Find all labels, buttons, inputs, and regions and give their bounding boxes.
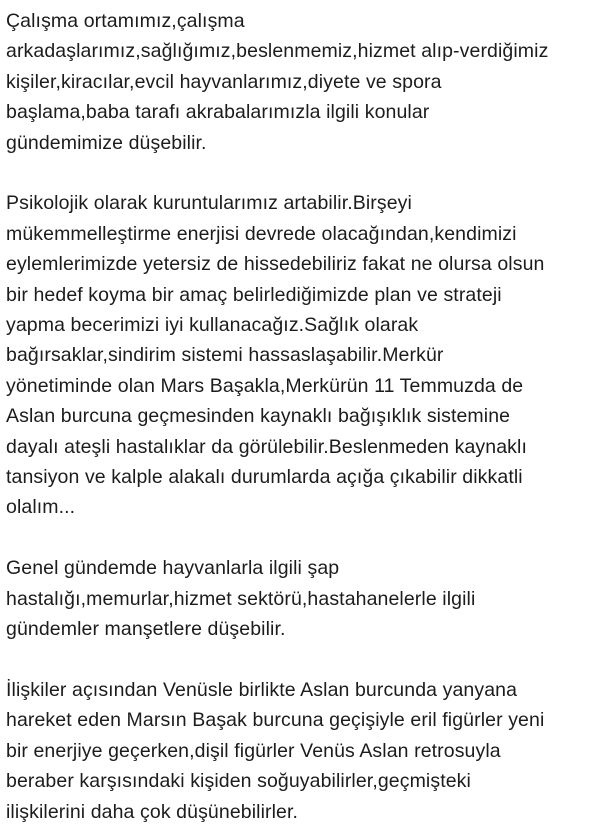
paragraph-relationships xyxy=(6,675,592,827)
text-line: Aslan burcuna geçmesinden kaynaklı bağışıklık sistemine xyxy=(6,405,511,428)
text-line: dayalı ateşli hastalıklar da görülebilir.Beslenmeden kaynaklı xyxy=(6,435,527,458)
text-line: hastalığı,memurlar,hizmet sektörü,hastahanelerle ilgili xyxy=(6,587,476,610)
paragraph-general-agenda xyxy=(6,553,592,644)
text-line: eylemlerimizde yetersiz de hissedebiliriz fakat ne olursa olsun xyxy=(6,253,545,276)
text-line: yapma becerimizi iyi kullanacağız.Sağlık olarak xyxy=(6,314,419,337)
text-line: gündemimize düşebilir. xyxy=(6,131,207,154)
text-line: yönetiminde olan Mars Başakla,Merkürün 11 Temmuzda de xyxy=(6,374,524,397)
text-line: arkadaşlarımız,sağlığımız,beslenmemiz,hizmet alıp-verdiğimiz xyxy=(6,40,549,63)
text-line: bir hedef koyma bir amaç belirlediğimizde plan ve strateji xyxy=(6,283,502,306)
text-line: gündemler manşetlere düşebilir. xyxy=(6,618,286,641)
text-line: Genel gündemde hayvanlarla ilgili şap xyxy=(6,557,340,580)
paragraph-psychology-health xyxy=(6,188,592,522)
text-line: mükemmelleştirme enerjisi devrede olacağından,kendimizi xyxy=(6,222,517,245)
text-line: başlama,baba tarafı akrabalarımızla ilgili konular xyxy=(6,101,430,124)
text-line: tansiyon ve kalple alakalı durumlarda açığa çıkabilir dikkatli xyxy=(6,466,523,489)
paragraph-work-environment xyxy=(6,6,592,158)
text-line: İlişkiler açısından Venüsle birlikte Aslan burcunda yanyana xyxy=(6,678,518,701)
text-line: kişiler,kiracılar,evcil hayvanlarımız,diyete ve spora xyxy=(6,70,442,93)
paragraph-spacer xyxy=(6,523,592,553)
paragraph-spacer xyxy=(6,645,592,675)
text-line: Çalışma ortamımız,çalışma xyxy=(6,10,245,32)
text-line: bağırsaklar,sindirim sistemi hassaslaşabilir.Merkür xyxy=(6,344,444,367)
text-line: hareket eden Marsın Başak burcuna geçişiyle eril figürler yeni xyxy=(6,709,545,732)
text-line: Psikolojik olarak kuruntularımız artabilir.Birşeyi xyxy=(6,192,412,215)
text-line: ilişkilerini daha çok düşünebilirler. xyxy=(6,800,299,823)
text-line: bir enerjiye geçerken,dişil figürler Venüs Aslan retrosuyla xyxy=(6,739,501,762)
text-line: olalım... xyxy=(6,496,76,519)
text-line: beraber karşısındaki kişiden soğuyabilirler,geçmişteki xyxy=(6,770,471,793)
paragraph-spacer xyxy=(6,158,592,188)
